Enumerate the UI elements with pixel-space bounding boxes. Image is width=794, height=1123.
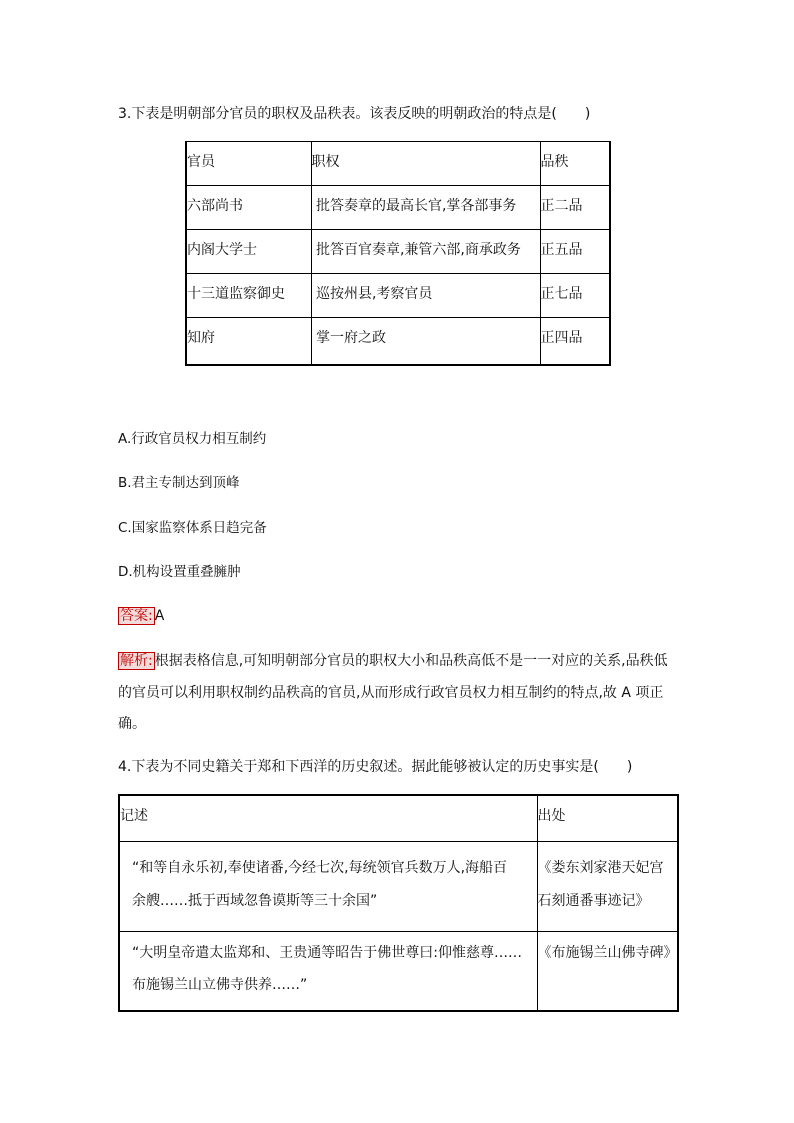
- header-cell: 品秩: [540, 142, 610, 186]
- option-c: C.国家监察体系日趋完备: [118, 520, 267, 536]
- quote-line: 布施锡兰山立佛寺供养……”: [132, 976, 308, 993]
- table-row: [186, 318, 610, 365]
- table-cell: 巡按州县,考察官员: [311, 274, 540, 318]
- quote-line: “和等自永乐初,奉使诸番,今经七次,每统领官兵数万人,海船百: [132, 859, 508, 876]
- table-cell: 正五品: [540, 230, 610, 274]
- table-row: [119, 931, 678, 1011]
- option-d: D.机构设置重叠臃肿: [118, 564, 241, 580]
- table-row: [186, 274, 610, 318]
- table-row: [119, 841, 678, 931]
- table-cell: [537, 931, 678, 1011]
- officials-table: [185, 141, 611, 366]
- source-line: 石刻通番事迹记》: [537, 892, 650, 909]
- table-cell: [537, 841, 678, 931]
- source-line: 《娄东刘家港天妃宫: [537, 859, 664, 876]
- table-cell: 十三道监察御史: [186, 274, 311, 318]
- analysis-line-3: 确。: [118, 716, 146, 732]
- question-3-title: 3.下表是明朝部分官员的职权及品秩表。该表反映的明朝政治的特点是( ): [118, 106, 591, 122]
- analysis-line-1: [118, 650, 668, 670]
- quote-line: 余艘……抵于西域忽鲁谟斯等三十余国”: [132, 892, 378, 909]
- table-cell: 内阁大学士: [186, 230, 311, 274]
- table-cell: 正二品: [540, 186, 610, 230]
- table-cell: 六部尚书: [186, 186, 311, 230]
- table-cell: 正四品: [540, 318, 610, 365]
- table-cell: [119, 841, 537, 931]
- quote-line: “大明皇帝遣太监郑和、王贵通等昭告于佛世尊曰:仰惟慈尊……: [132, 944, 522, 961]
- header-cell: 出处: [537, 795, 678, 841]
- table-row: [186, 186, 610, 230]
- table-cell: 批答奏章的最高长官,掌各部事务: [311, 186, 540, 230]
- analysis-line-2: 的官员可以利用职权制约品秩高的官员,从而形成行政官员权力相互制约的特点,故 A 项正: [118, 685, 664, 701]
- header-cell: 职权: [311, 142, 540, 186]
- table-cell: 正七品: [540, 274, 610, 318]
- table-header-row: [119, 795, 678, 841]
- analysis-label: 解析:: [120, 653, 153, 669]
- table-cell: 知府: [186, 318, 311, 365]
- option-b: B.君主专制达到顶峰: [118, 475, 240, 491]
- header-cell: 官员: [186, 142, 311, 186]
- table-cell: [119, 931, 537, 1011]
- header-cell: 记述: [119, 795, 537, 841]
- table-cell: 掌一府之政: [311, 318, 540, 365]
- table-header-row: [186, 142, 610, 186]
- table-row: [186, 230, 610, 274]
- answer-line: [118, 605, 164, 625]
- question-4-title: 4.下表为不同史籍关于郑和下西洋的历史叙述。据此能够被认定的历史事实是( ): [118, 759, 633, 775]
- analysis-text: 根据表格信息,可知明朝部分官员的职权大小和品秩高低不是一一对应的关系,品秩低: [154, 653, 668, 669]
- table-cell: 批答百官奏章,兼管六部,商承政务: [311, 230, 540, 274]
- answer-value: A: [154, 608, 165, 624]
- option-a: A.行政官员权力相互制约: [118, 431, 267, 447]
- answer-label: 答案:: [120, 608, 153, 624]
- source-line: 《布施锡兰山佛寺碑》: [537, 944, 678, 961]
- zheng-he-table: [118, 794, 679, 1012]
